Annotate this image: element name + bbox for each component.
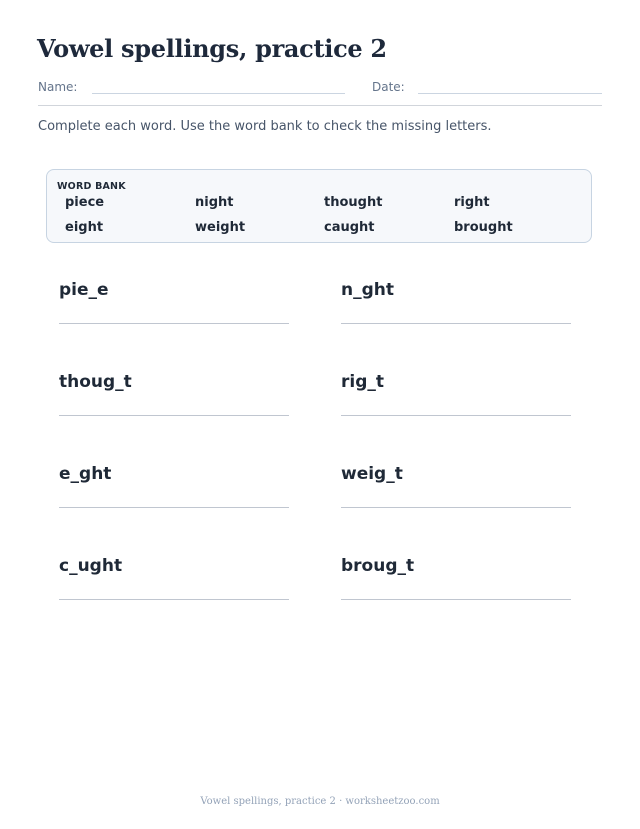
exercise-word: pie_e: [59, 280, 109, 300]
word-bank-word: night: [195, 195, 234, 210]
name-date-row: [38, 80, 602, 100]
exercise-word: n_ght: [341, 280, 395, 300]
header-divider: [38, 105, 602, 106]
name-label: Name:: [38, 80, 78, 94]
exercise-word: thoug_t: [59, 372, 132, 392]
word-bank-title: WORD BANK: [57, 181, 126, 192]
word-bank: [46, 169, 592, 243]
word-bank-word: weight: [195, 220, 246, 235]
exercise-word: rig_t: [341, 372, 385, 392]
exercise-word: c_ught: [59, 556, 123, 576]
answer-line[interactable]: [341, 323, 571, 324]
answer-line[interactable]: [341, 599, 571, 600]
answer-line[interactable]: [341, 507, 571, 508]
answer-line[interactable]: [341, 415, 571, 416]
word-bank-word: right: [454, 195, 490, 210]
answer-line[interactable]: [59, 507, 289, 508]
answer-line[interactable]: [59, 599, 289, 600]
name-line: [92, 93, 345, 94]
page-footer: Vowel spellings, practice 2 · worksheetzoo.com: [200, 796, 440, 807]
date-line: [418, 93, 602, 94]
word-bank-word: thought: [324, 195, 383, 210]
answer-line[interactable]: [59, 415, 289, 416]
date-label: Date:: [372, 80, 405, 94]
word-bank-word: brought: [454, 220, 513, 235]
word-bank-word: piece: [65, 195, 105, 210]
page-title: Vowel spellings, practice 2: [37, 34, 387, 63]
exercise-word: broug_t: [341, 556, 415, 576]
exercise-word: weig_t: [341, 464, 403, 484]
instructions: Complete each word. Use the word bank to check the missing letters.: [38, 119, 492, 134]
word-bank-word: eight: [65, 220, 104, 235]
word-bank-word: caught: [324, 220, 375, 235]
answer-line[interactable]: [59, 323, 289, 324]
exercise-word: e_ght: [59, 464, 112, 484]
